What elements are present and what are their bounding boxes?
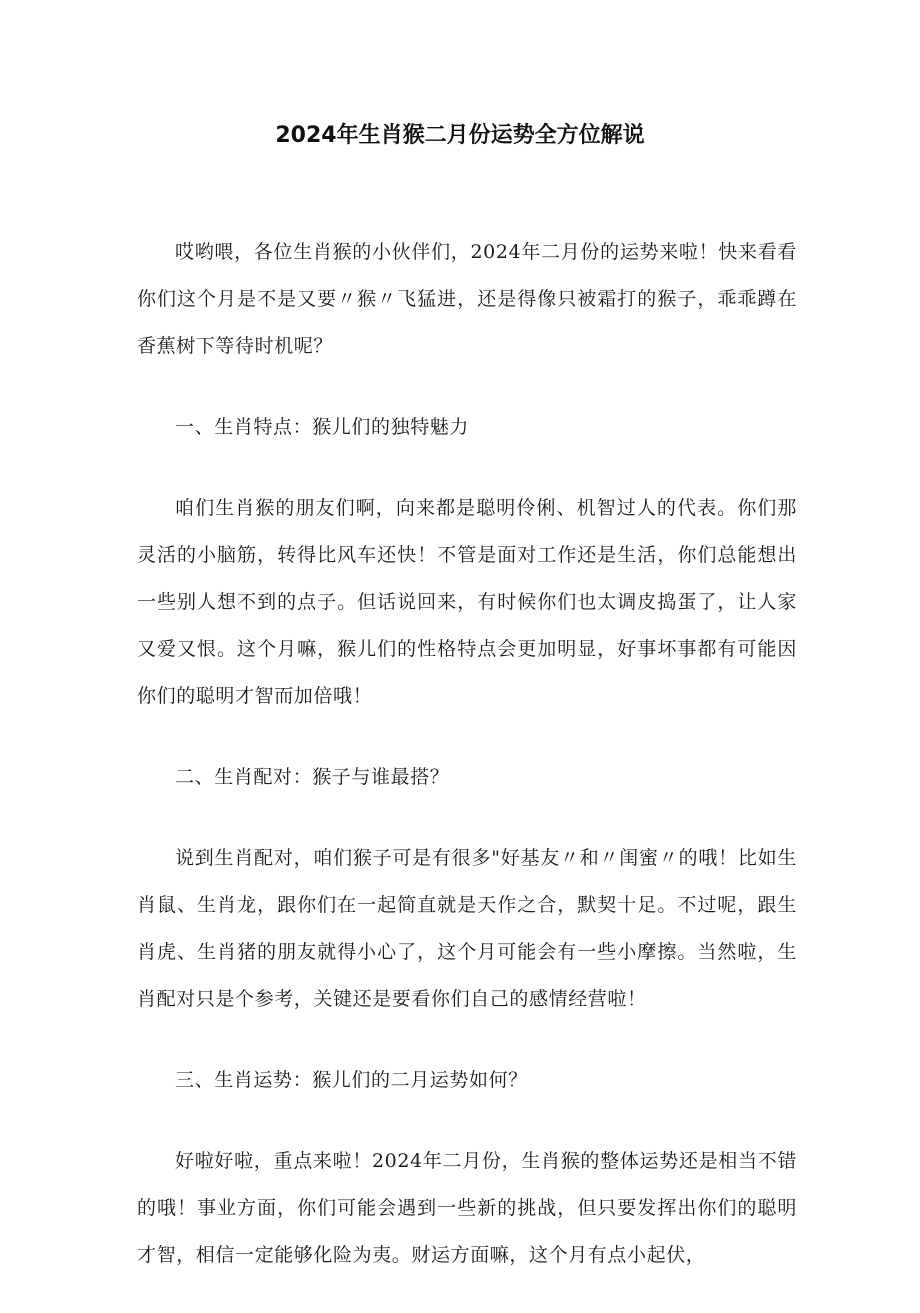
section-paragraph-2: 说到生肖配对，咱们猴子可是有很多"好基友〃和〃闺蜜〃的哦！比如生肖鼠、生肖龙，跟你们在一起简直就是天作之合，默契十足。不过呢，跟生肖虎、生肖猪的朋友就得小心了，这个月可能会有一些小摩擦。当然啦，生肖配对只是个参考，关键还是要看你们自己的感情经营啦！ (137, 847, 797, 1010)
section-paragraph-1: 咱们生肖猴的朋友们啊，向来都是聪明伶俐、机智过人的代表。你们那灵活的小脑筋，转得比风车还快！不管是面对工作还是生活，你们总能想出一些别人想不到的点子。但话说回来，有时候你们也太调皮捣蛋了，让人家又爱又恨。这个月嘛，猴儿们的性格特点会更加明显，好事坏事都有可能因你们的聪明才智而加倍哦！ (137, 497, 797, 707)
document-body (137, 229, 797, 1313)
section-heading-1: 一、生肖特点：猴儿们的独特魅力 (175, 416, 470, 438)
intro-paragraph: 哎哟喂，各位生肖猴的小伙伴们，2024年二月份的运势来啦！快来看看你们这个月是不是又要〃猴〃飞猛进，还是得像只被霜打的猴子，乖乖蹲在香蕉树下等待时机呢？ (137, 241, 797, 357)
section-heading-3: 三、生肖运势：猴儿们的二月运势如何？ (175, 1069, 528, 1091)
section-heading-2: 二、生肖配对：猴子与谁最搭？ (175, 766, 450, 788)
document-title: 2024年生肖猴二月份运势全方位解说 (275, 123, 645, 148)
section-paragraph-3: 好啦好啦，重点来啦！2024年二月份，生肖猴的整体运势还是相当不错的哦！事业方面，你们可能会遇到一些新的挑战，但只要发挥出你们的聪明才智，相信一定能够化险为夷。财运方面嘛，这个月有点小起伏， (137, 1150, 797, 1266)
